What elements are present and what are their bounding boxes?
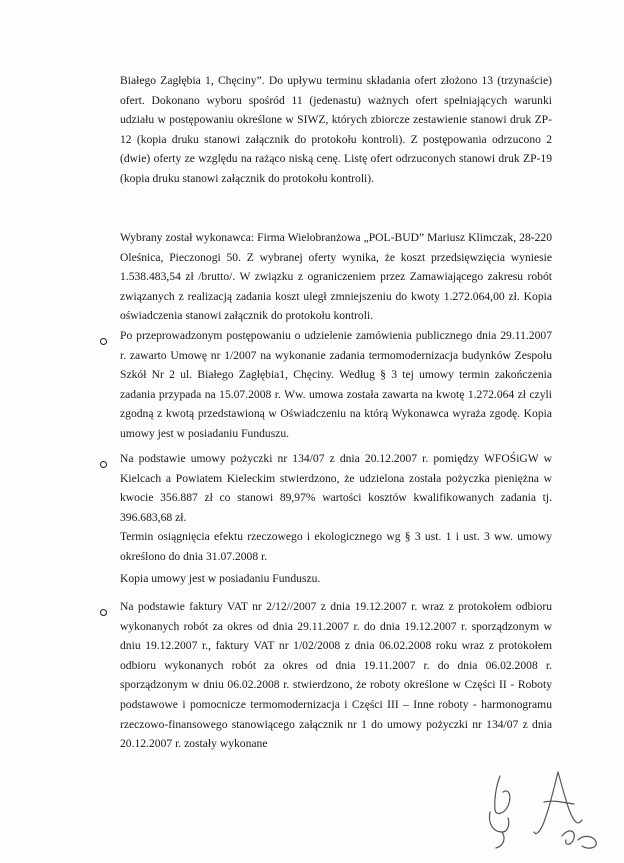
paragraph-winner	[120, 228, 552, 326]
bullet-item-contract	[120, 326, 552, 444]
paragraph-offers-text: Białego Zagłębia 1, Chęciny”. Do upływu terminu składania ofert złożono 13 (trzynaście) ofert. Dokonano wyboru spośród 11 (jedenastu) ważnych ofert spełniających warunki udziału w postępowaniu określone w SIWZ, których zbiorcze zestawienie stanowi druk ZP-12 (kopia druku stanowi załącznik do protokołu kontroli). Z postępowania odrzucono 2 (dwie) oferty ze względu na rażąco niską cenę. Listę ofert odrzuconych stanowi druk ZP-19 (kopia druku stanowi załącznik do protokołu kontroli).	[120, 74, 552, 185]
bullet-item-loan-text: Na podstawie umowy pożyczki nr 134/07 z dnia 20.12.2007 r. pomiędzy WFOŚiGW w Kielcach a Powiatem Kieleckim stwierdzono, że udzielona została pożyczka pieniężna w kwocie 356.887 zł co stanowi 89,97% wartości kosztów kwalifikowanych zadania tj. 396.683,68 zł.	[120, 452, 552, 524]
bullet-item-loan	[120, 449, 552, 588]
bullet-circle-icon	[100, 461, 107, 468]
bullet-item-loan-term: Termin osiągnięcia efektu rzeczowego i ekologicznego wg § 3 ust. 1 i ust. 3 ww. umowy określono do dnia 31.07.2008 r.	[120, 530, 552, 563]
handwritten-signature-icon	[478, 766, 618, 858]
bullet-item-loan-copy: Kopia umowy jest w posiadaniu Funduszu.	[120, 571, 321, 585]
bullet-circle-icon	[100, 338, 107, 345]
paragraph-offers	[120, 71, 552, 189]
bullet-item-invoices-text: Na podstawie faktury VAT nr 2/12//2007 z dnia 19.12.2007 r. wraz z protokołem odbioru wykonanych robót za okres od dnia 29.11.2007 r. do dnia 19.12.2007 r. sporządzonym w dniu 19.12.2007 r., faktury VAT nr 1/02/2008 z dnia 06.02.2008 roku wraz z protokołem odbioru wykonanych robót za okres od dnia 19.11.2007 r. do dnia 06.02.2008 r. sporządzonym w dniu 06.02.2008 r. stwierdzono, że roboty określone w Części II - Roboty podstawowe i pomocnicze termomodernizacja i Części III – Inne roboty - harmonogramu rzeczowo-finansowego stanowiącego załącznik nr 1 do umowy pożyczki nr 134/07 z dnia 20.12.2007 r. zostały wykonane	[120, 600, 552, 751]
bullet-item-invoices	[120, 597, 552, 754]
bullet-circle-icon	[100, 609, 107, 616]
bullet-item-contract-text: Po przeprowadzonym postępowaniu o udzielenie zamówienia publicznego dnia 29.11.2007 r. zawarto Umowę nr 1/2007 na wykonanie zadania termomodernizacja budynków Zespołu Szkół Nr 2 ul. Białego Zagłębia1, Chęciny. Według § 3 tej umowy termin zakończenia zadania przypada na 15.07.2008 r. Ww. umowa została zawarta na kwotę 1.272.064 zł czyli zgodną z kwotą przedstawioną w Oświadczeniu na którą Wykonawca wyraża zgodę. Kopia umowy jest w posiadaniu Funduszu.	[120, 329, 552, 440]
paragraph-winner-text: Wybrany został wykonawca: Firma Wielobranżowa „POL-BUD” Mariusz Klimczak, 28-220 Oleśnica, Pieczonogi 50. Z wybranej oferty wynika, że koszt przedsięwzięcia wyniesie 1.538.483,54 zł /brutto/. W związku z ograniczeniem przez Zamawiającego zakresu robót związanych z realizacją zadania koszt uległ zmniejszeniu do kwoty 1.272.064,00 zł. Kopia oświadczenia stanowi załącznik do protokołu kontroli.	[120, 231, 552, 323]
